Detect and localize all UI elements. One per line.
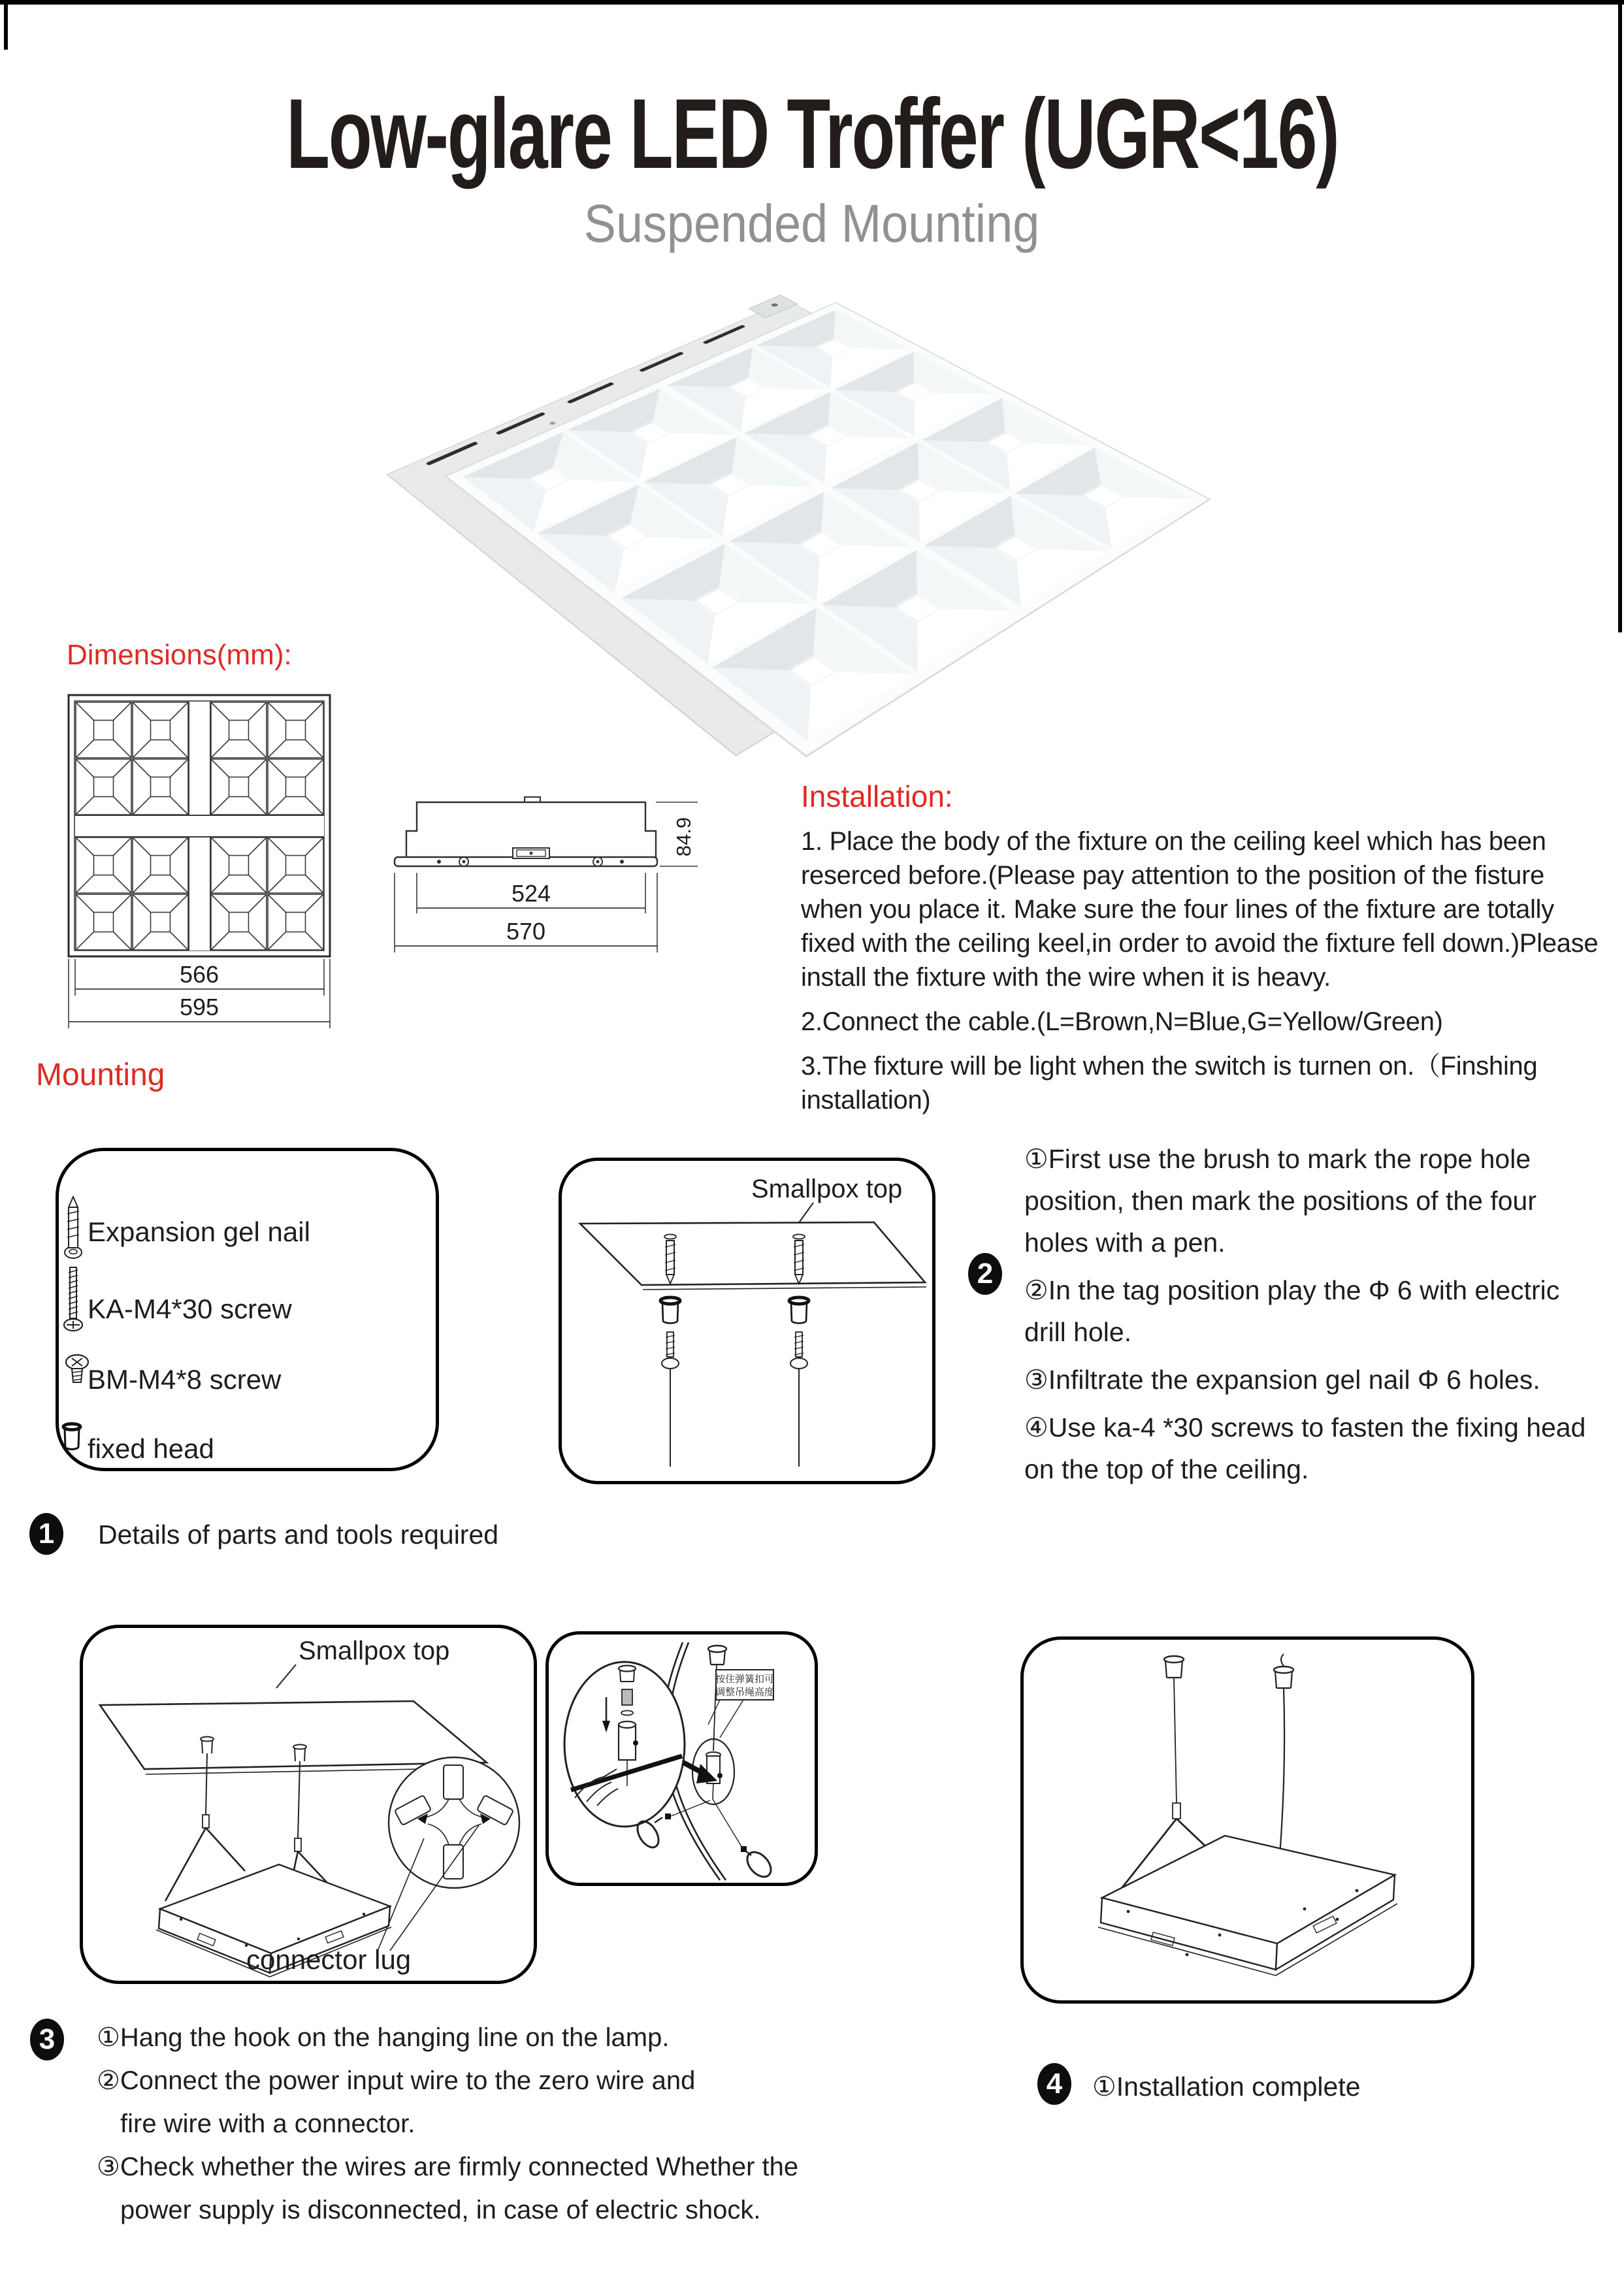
installation-step: 1. Place the body of the fixture on the ceiling keel which has been reserced before.(Please pay attention to the position of the fisture when you place it. Make sure the four lines of the fixture are totally fixed with the ceiling keel,in order to avoid the fixture fell down.)Please install the fixture with the wire when it is heavy. bbox=[801, 827, 1599, 992]
step3-item: ②Connect the power input wire to the zero wire and fire wire with a connector. bbox=[97, 2066, 696, 2138]
short-screw-icon bbox=[59, 1351, 94, 1390]
front-outer-width-label: 595 bbox=[179, 994, 219, 1020]
vent-slot bbox=[566, 382, 614, 404]
fixed-head-icon bbox=[59, 1420, 85, 1454]
part-label: Expansion gel nail bbox=[88, 1216, 310, 1247]
page-title: Low-glare LED Troffer (UGR<16) bbox=[285, 78, 1339, 189]
long-screw-icon bbox=[59, 1261, 88, 1339]
adjuster-note-line1: 按住弹簧扣可 bbox=[715, 1673, 775, 1685]
vent-slot bbox=[702, 325, 745, 344]
wire-adjuster-diagram bbox=[549, 1634, 815, 1883]
front-view-drawing bbox=[59, 690, 340, 1031]
part-label: BM-M4*8 screw bbox=[88, 1364, 282, 1395]
step3-instructions bbox=[97, 2016, 868, 2232]
mounting-heading: Mounting bbox=[36, 1058, 165, 1092]
side-view-drawing bbox=[366, 775, 722, 964]
step2-item: ②In the tag position play the Φ 6 with electric drill hole. bbox=[1024, 1275, 1560, 1347]
page-subtitle: Suspended Mounting bbox=[584, 194, 1040, 253]
adjuster-note-line2: 调整吊绳高度 bbox=[715, 1686, 775, 1698]
installation-step: 3.The fixture will be light when the switch is turnen on.（Finshing installation) bbox=[801, 1052, 1538, 1114]
side-outer-width-label: 570 bbox=[506, 918, 546, 945]
step4-diagram-box bbox=[1020, 1636, 1474, 2004]
step2-instructions bbox=[1024, 1138, 1591, 1496]
mounting-tab bbox=[748, 295, 798, 318]
front-inner-width-label: 566 bbox=[179, 961, 219, 988]
step2-item: ④Use ka-4 *30 screws to fasten the fixing head on the top of the ceiling. bbox=[1024, 1412, 1586, 1484]
step2-item: ①First use the brush to mark the rope hole position, then mark the positions of the four holes with a pen. bbox=[1024, 1144, 1537, 1258]
smallpox-top-label: Smallpox top bbox=[751, 1175, 903, 1203]
wire-adjuster-box bbox=[545, 1631, 818, 1886]
step4-caption: ①Installation complete bbox=[1092, 2072, 1361, 2102]
installation-step: 2.Connect the cable.(L=Brown,N=Blue,G=Yellow/Green) bbox=[801, 1007, 1443, 1036]
dimensions-heading: Dimensions(mm): bbox=[67, 639, 292, 671]
vent-slot bbox=[495, 412, 545, 435]
step3-item: ①Hang the hook on the hanging line on the lamp. bbox=[97, 2023, 670, 2052]
part-label: KA-M4*30 screw bbox=[88, 1293, 292, 1324]
step3-item: ③Check whether the wires are firmly connected Whether the power supply is disconnected, in case of electric shock. bbox=[97, 2153, 799, 2224]
expansion-anchor-icon bbox=[59, 1189, 88, 1261]
step3-diagram-box bbox=[80, 1625, 537, 1984]
part-label: fixed head bbox=[88, 1433, 214, 1464]
step4-diagram bbox=[1024, 1640, 1471, 2000]
step-badge-4: 4 bbox=[1037, 2063, 1071, 2105]
vent-slot bbox=[425, 442, 478, 466]
installation-heading: Installation: bbox=[801, 779, 953, 813]
connector-lug-label: connector lug bbox=[246, 1944, 412, 1975]
product-photo bbox=[414, 301, 1179, 756]
suspended-fixture bbox=[1098, 1836, 1397, 1976]
page-edge-mark-left bbox=[4, 0, 8, 50]
side-inner-width-label: 524 bbox=[511, 880, 551, 907]
step-badge-1: 1 bbox=[29, 1513, 63, 1555]
product-reflector-grid bbox=[444, 302, 1211, 757]
step1-caption: Details of parts and tools required bbox=[98, 1520, 499, 1550]
vent-slot bbox=[639, 351, 685, 372]
page-edge-mark-top bbox=[0, 0, 1624, 5]
step2-diagram-box bbox=[559, 1158, 935, 1484]
step-badge-2: 2 bbox=[968, 1253, 1002, 1295]
hook-icon bbox=[713, 1799, 775, 1881]
step3-diagram bbox=[83, 1628, 534, 1981]
side-height-label: 84.9 bbox=[672, 817, 695, 857]
screw-dot bbox=[549, 421, 557, 426]
smallpox-top-label: Smallpox top bbox=[299, 1636, 450, 1665]
installation-steps bbox=[801, 824, 1604, 1128]
step2-diagram bbox=[562, 1161, 932, 1481]
parts-box bbox=[56, 1148, 439, 1471]
step2-item: ③Infiltrate the expansion gel nail Φ 6 holes. bbox=[1024, 1365, 1540, 1395]
step-badge-3: 3 bbox=[30, 2019, 64, 2060]
